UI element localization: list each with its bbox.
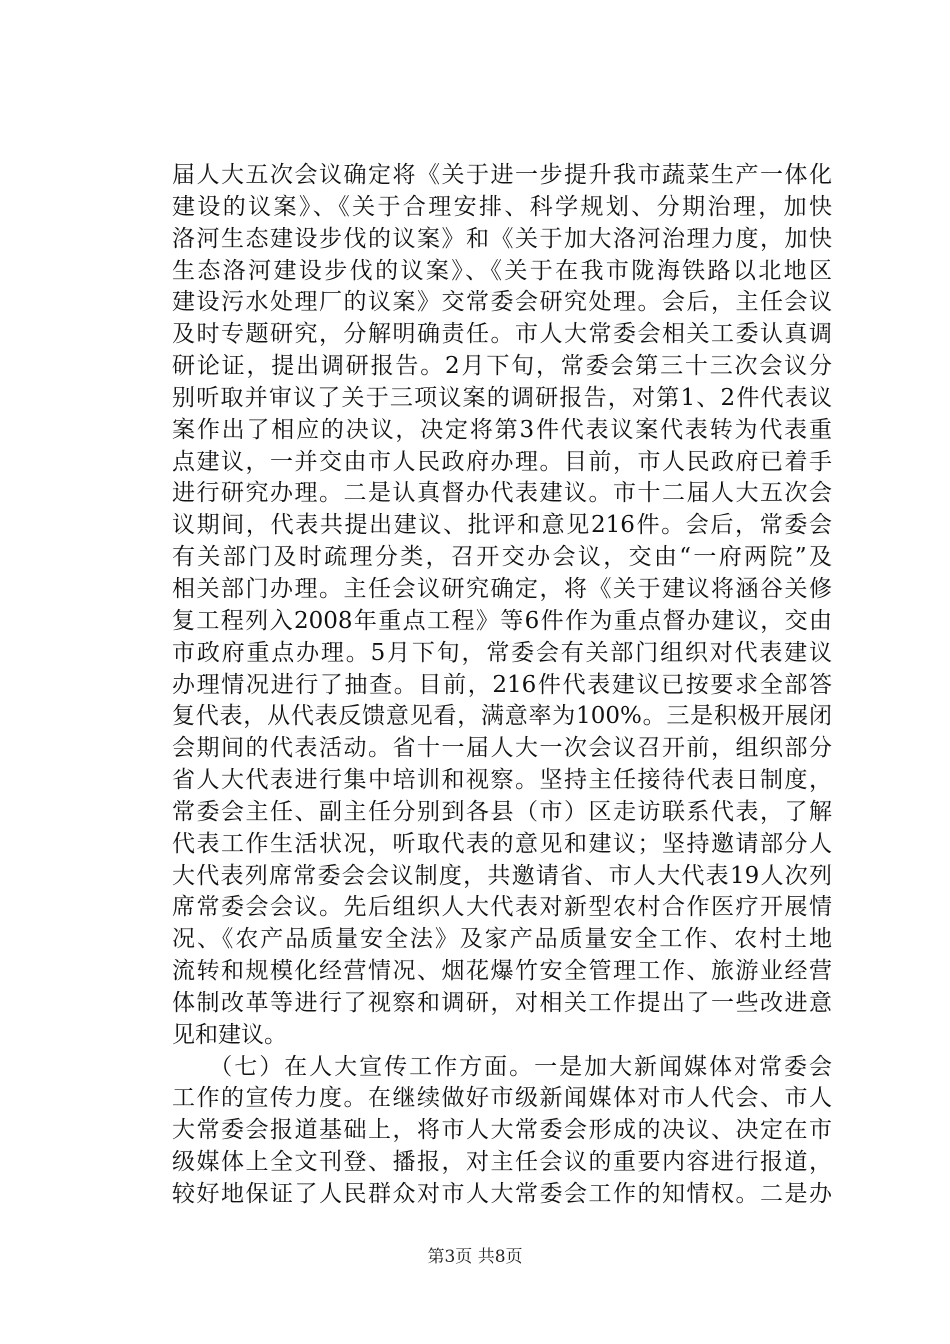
text-line: 见和建议。 [172, 1021, 287, 1048]
text-line: 大代表列席常委会会议制度，共邀请省、市人大代表19人次列 [172, 862, 832, 889]
text-line: 况、《农产品质量安全法》及家产品质量安全工作、农村土地 [172, 926, 832, 953]
text-line: 工作的宣传力度。在继续做好市级新闻媒体对市人代会、市人 [172, 1085, 832, 1112]
text-line: 常委会主任、副主任分别到各县（市）区走访联系代表，了解 [172, 798, 832, 825]
text-line: 市政府重点办理。5月下旬，常委会有关部门组织对代表建议 [172, 639, 832, 666]
text-line: 级媒体上全文刊登、播报，对主任会议的重要内容进行报道， [172, 1149, 832, 1176]
text-line: 相关部门办理。主任会议研究确定，将《关于建议将涵谷关修 [172, 575, 832, 602]
text-line: 流转和规模化经营情况、烟花爆竹安全管理工作、旅游业经营 [172, 958, 832, 985]
text-line: 有关部门及时疏理分类，召开交办会议，交由“一府两院”及 [172, 544, 832, 571]
text-line: 议期间，代表共提出建议、批评和意见216件。会后，常委会 [172, 512, 832, 539]
text-line: 案作出了相应的决议，决定将第3件代表议案代表转为代表重 [172, 416, 832, 443]
text-line: 进行研究办理。二是认真督办代表建议。市十二届人大五次会 [172, 480, 832, 507]
text-line: 建设污水处理厂的议案》交常委会研究处理。会后，主任会议 [172, 289, 832, 316]
text-line: 建设的议案》、《关于合理安排、科学规划、分期治理，加快 [172, 193, 832, 220]
text-line: 代表工作生活状况，听取代表的意见和建议；坚持邀请部分人 [172, 830, 832, 857]
body-text [172, 160, 832, 1211]
text-line: 生态洛河建设步伐的议案》、《关于在我市陇海铁路以北地区 [172, 257, 832, 284]
text-line: （七）在人大宣传工作方面。一是加大新闻媒体对常委会 [172, 1053, 832, 1080]
text-line: 体制改革等进行了视察和调研，对相关工作提出了一些改进意 [172, 989, 832, 1016]
text-line: 别听取并审议了关于三项议案的调研报告，对第1、2件代表议 [172, 384, 832, 411]
page-footer: 第3页 共8页 [427, 1247, 523, 1267]
text-line: 点建议，一并交由市人民政府办理。目前，市人民政府已着手 [172, 448, 832, 475]
text-line: 研论证，提出调研报告。2月下旬，常委会第三十三次会议分 [172, 353, 832, 380]
text-line: 复工程列入2008年重点工程》等6件作为重点督办建议，交由 [172, 607, 832, 634]
text-line: 办理情况进行了抽查。目前，216件代表建议已按要求全部答 [172, 671, 832, 698]
text-line: 较好地保证了人民群众对市人大常委会工作的知情权。二是办 [172, 1181, 832, 1207]
text-line: 省人大代表进行集中培训和视察。坚持主任接待代表日制度， [172, 767, 832, 794]
text-line: 及时专题研究，分解明确责任。市人大常委会相关工委认真调 [172, 321, 832, 348]
text-line: 会期间的代表活动。省十一届人大一次会议召开前，组织部分 [172, 735, 832, 762]
text-line: 届人大五次会议确定将《关于进一步提升我市蔬菜生产一体化 [172, 162, 832, 188]
text-line: 席常委会会议。先后组织人大代表对新型农村合作医疗开展情 [172, 894, 832, 921]
text-line: 洛河生态建设步伐的议案》和《关于加大洛河治理力度，加快 [172, 225, 832, 252]
text-line: 大常委会报道基础上，将市人大常委会形成的决议、决定在市 [172, 1117, 832, 1144]
text-line: 复代表，从代表反馈意见看，满意率为100%。三是积极开展闭 [172, 703, 832, 730]
